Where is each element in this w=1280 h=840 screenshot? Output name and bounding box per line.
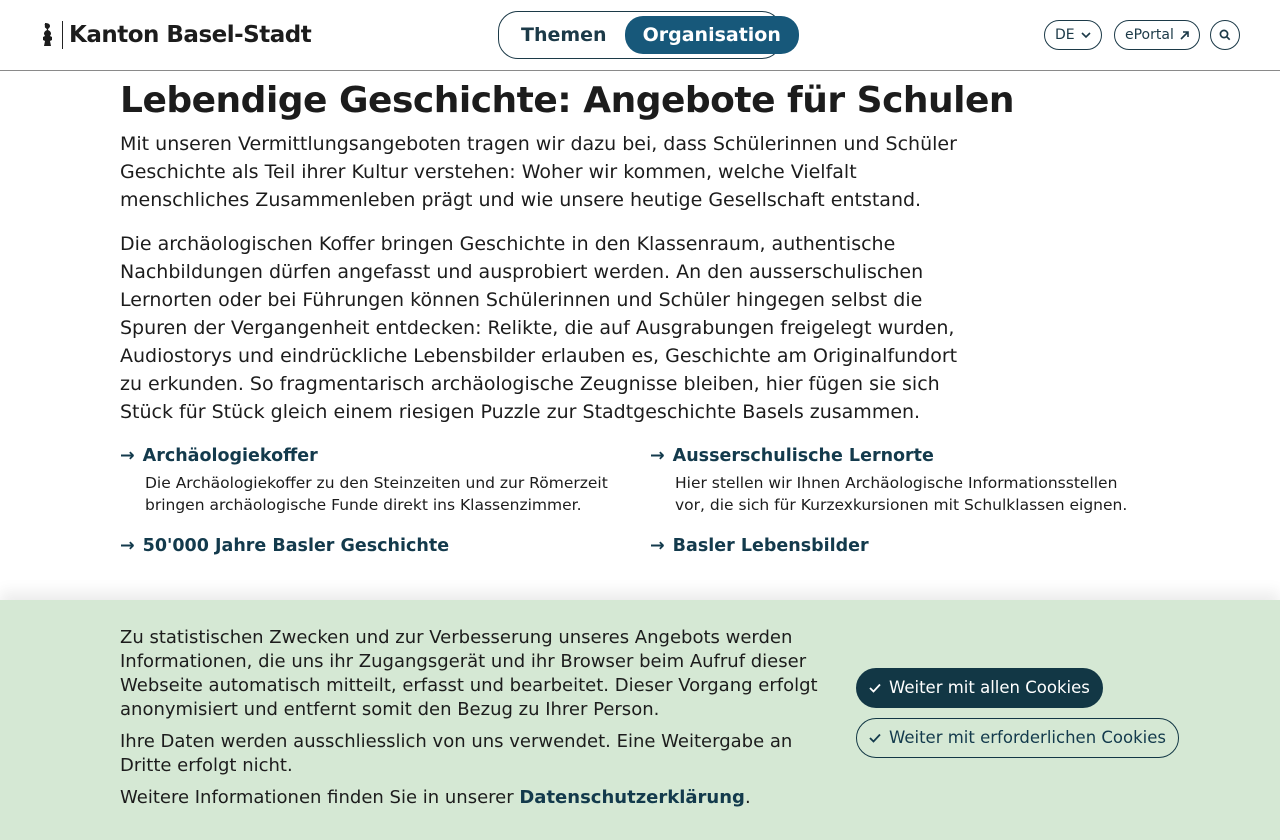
site-header xyxy=(0,0,1280,71)
check-icon xyxy=(869,683,881,693)
cookie-banner xyxy=(0,600,1280,840)
nav-themen[interactable]: Themen xyxy=(521,24,607,46)
accept-all-label: Weiter mit allen Cookies xyxy=(889,678,1090,697)
nav-organisation[interactable]: Organisation xyxy=(625,16,799,54)
check-icon xyxy=(869,733,881,743)
link-ausserschulische-lernorte[interactable] xyxy=(650,444,1150,516)
accept-required-label: Weiter mit erforderlichen Cookies xyxy=(889,728,1166,747)
cookie-text-3 xyxy=(120,786,820,810)
link-archaeologiekoffer[interactable] xyxy=(120,444,620,516)
main-nav xyxy=(498,11,782,59)
eportal-button[interactable] xyxy=(1114,20,1200,50)
logo-divider xyxy=(62,21,63,49)
site-title: Kanton Basel-Stadt xyxy=(69,22,312,48)
body-paragraph: Die archäologischen Koffer bringen Geschichte in den Klassenraum, authentische Nachbildungen dürfen angefasst und ausprobiert werden. An den ausserschulischen Lernorten oder bei Führungen können Schülerinnen und Schüler hingegen selbst die Spuren der Vergangenheit entdecken: Relikte, die auf Ausgrabungen freigelegt wurden, Audiostorys und eindrückliche Lebensbilder erlauben es, Geschichte am Originalfundort zu erkunden. So fragmentarisch archäologische Zeugnisse bleiben, hier fügen sie sich Stück für Stück gleich einem riesigen Puzzle zur Stadtgeschichte Basels zusammen. xyxy=(120,233,958,423)
link-title: Ausserschulische Lernorte xyxy=(672,446,934,466)
cookie-text-prefix: Weitere Informationen finden Sie in unserer xyxy=(120,787,520,808)
link-basler-lebensbilder[interactable] xyxy=(650,534,1150,558)
link-description: Die Archäologiekoffer zu den Steinzeiten und zur Römerzeit bringen archäologische Funde direkt ins Klassenzimmer. xyxy=(145,474,608,514)
arrow-right-icon: → xyxy=(650,536,665,556)
link-basler-geschichte[interactable] xyxy=(120,534,620,558)
link-title: Basler Lebensbilder xyxy=(672,536,869,556)
accept-all-cookies-button[interactable] xyxy=(856,668,1103,708)
privacy-policy-link[interactable]: Datenschutzerklärung xyxy=(519,787,745,808)
arrow-right-icon: → xyxy=(120,446,135,466)
link-title: 50'000 Jahre Basler Geschichte xyxy=(142,536,450,556)
arrow-right-icon: → xyxy=(650,446,665,466)
chevron-down-icon xyxy=(1081,31,1091,39)
arrow-right-icon: → xyxy=(120,536,135,556)
external-arrow-icon xyxy=(1180,31,1189,40)
cookie-text-1: Zu statistischen Zwecken und zur Verbesserung unseres Angebots werden Informationen, die uns ihr Zugangsgerät und ihr Browser beim Aufruf dieser Webseite automatisch mitteilt, erfasst und bearbeitet. Dieser Vorgang erfolgt anonymisiert und entfernt somit den Bezug zu Ihrer Person. xyxy=(120,627,818,720)
search-icon xyxy=(1219,29,1231,41)
basel-staff-icon xyxy=(40,22,56,48)
cookie-text-suffix: . xyxy=(744,787,751,808)
site-logo[interactable] xyxy=(40,20,311,50)
cookie-text-2: Ihre Daten werden ausschliesslich von uns verwendet. Eine Weitergabe an Dritte erfolgt nicht. xyxy=(120,731,793,776)
page-title: Lebendige Geschichte: Angebote für Schulen xyxy=(120,80,1015,121)
link-title: Archäologiekoffer xyxy=(142,446,318,466)
eportal-label: ePortal xyxy=(1125,27,1174,43)
language-select[interactable] xyxy=(1044,20,1102,50)
language-label: DE xyxy=(1055,27,1075,43)
search-button[interactable] xyxy=(1210,20,1240,50)
link-description: Hier stellen wir Ihnen Archäologische Informationsstellen vor, die sich für Kurzexkursionen mit Schulklassen eignen. xyxy=(675,474,1128,514)
accept-required-cookies-button[interactable] xyxy=(856,718,1179,758)
intro-paragraph: Mit unseren Vermittlungsangeboten tragen wir dazu bei, dass Schülerinnen und Schüler Geschichte als Teil ihrer Kultur verstehen: Woher wir kommen, welche Vielfalt menschliches Zusammenleben prägt und wie unsere heutige Gesellschaft entstand. xyxy=(120,133,957,211)
